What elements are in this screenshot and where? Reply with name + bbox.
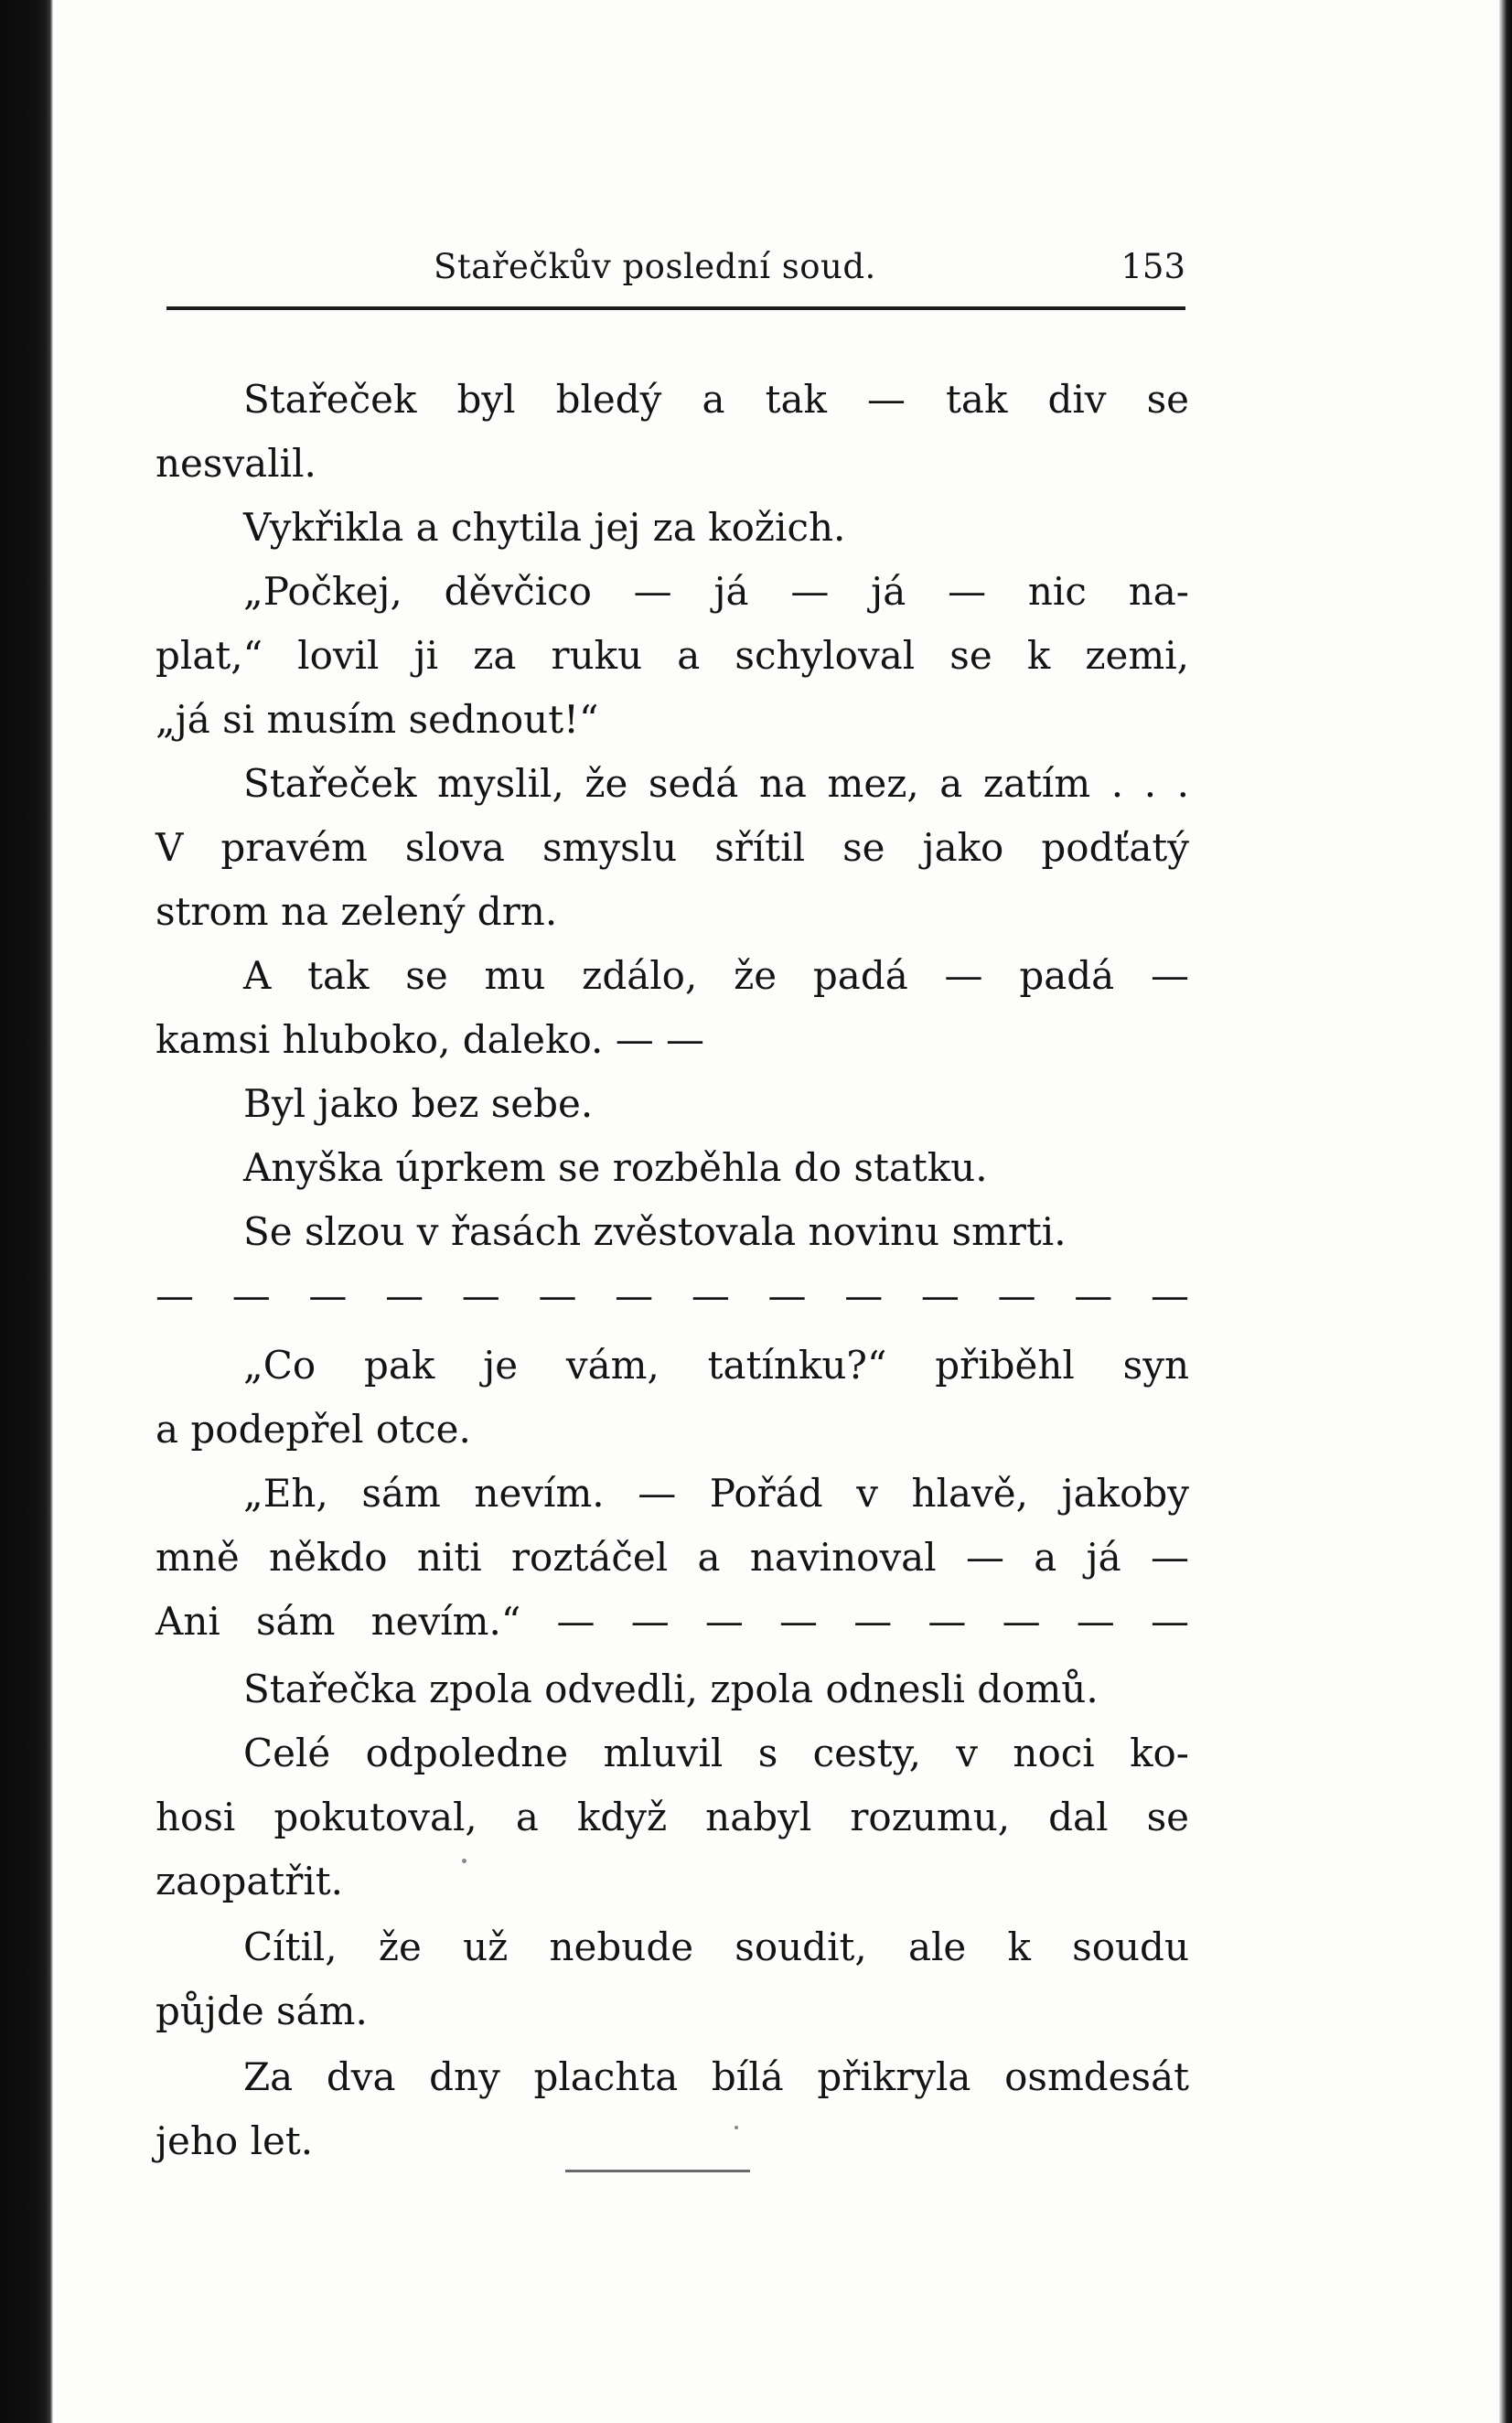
running-header [161, 240, 1185, 295]
scan-speck [735, 2126, 738, 2129]
text-line: Vykřikla a chytila jej za kožich. [243, 505, 846, 550]
text-line: Stařeček myslil, že sedá na mez, a zatím . . . [243, 761, 1189, 806]
text-line: a podepřel otce. [155, 1407, 471, 1452]
scan-border-left [0, 0, 53, 2423]
text-line: „Co pak je vám, tatínku?“ přiběhl syn [243, 1343, 1189, 1388]
text-line: V pravém slova smyslu sřítil se jako podťatý [155, 825, 1189, 870]
text-line: Se slzou v řasách zvěstovala novinu smrti. [243, 1209, 1067, 1254]
text-line: „Počkej, děvčico — já — já — nic na- [243, 569, 1189, 614]
text-line: A tak se mu zdálo, že padá — padá — [243, 953, 1189, 998]
text-line: půjde sám. [155, 1989, 368, 2033]
text-line: plat,“ lovil ji za ruku a schyloval se k zemi, [155, 633, 1189, 678]
page-number: 153 [1121, 247, 1185, 286]
text-line: Celé odpoledne mluvil s cesty, v noci ko- [243, 1731, 1189, 1775]
text-line: „Eh, sám nevím. — Pořád v hlavě, jakoby [243, 1471, 1189, 1516]
text-line: nesvalil. [155, 441, 316, 486]
text-line: kamsi hluboko, daleko. — — [155, 1017, 705, 1062]
text-line: „já si musím sednout!“ [155, 697, 599, 742]
end-rule [565, 2170, 750, 2172]
body-text [155, 368, 1189, 2163]
text-line: Byl jako bez sebe. [243, 1081, 594, 1126]
text-line: strom na zelený drn. [155, 889, 558, 934]
text-line: Stařečka zpola odvedli, zpola odnesli domů. [243, 1667, 1099, 1711]
text-line: Stařeček byl bledý a tak — tak div se [243, 377, 1189, 422]
text-line: Anyška úprkem se rozběhla do statku. [243, 1145, 988, 1190]
text-line: mně někdo niti roztáčel a navinoval — a já — [155, 1535, 1189, 1580]
text-line: — — — — — — — — — — — — — — [155, 1273, 1189, 1318]
text-line: Cítil, že už nebude soudit, ale k soudu [243, 1924, 1189, 1969]
scan-speck [462, 1859, 466, 1863]
scan-border-right [1499, 0, 1512, 2423]
header-rule [166, 306, 1185, 310]
text-line: zaopatřit. [155, 1859, 343, 1903]
running-title: Stařečkův poslední soud. [434, 247, 876, 286]
text-line: jeho let. [155, 2118, 314, 2163]
text-line: hosi pokutoval, a když nabyl rozumu, dal se [155, 1795, 1189, 1839]
text-line: Za dva dny plachta bílá přikryla osmdesát [243, 2054, 1189, 2099]
text-line: Ani sám nevím.“ — — — — — — — — — [155, 1599, 1189, 1644]
